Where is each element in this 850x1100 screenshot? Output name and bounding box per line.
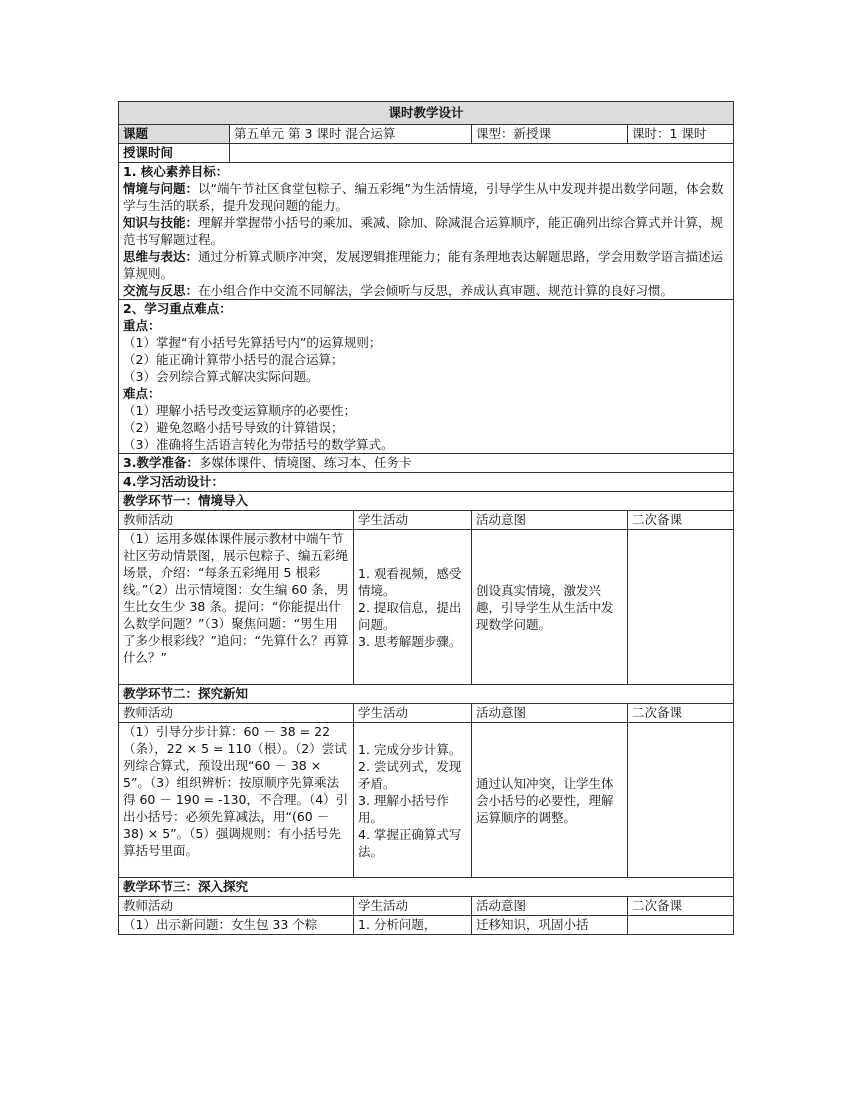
goal-item: [123, 282, 729, 299]
student-activity: [354, 530, 472, 685]
key-item: （1）掌握“有小括号先算括号内”的运算规则；: [123, 335, 382, 350]
key-points-cell: [119, 300, 734, 454]
section-title: 教学环节三：深入探究: [119, 878, 734, 897]
goal-label: 知识与技能：: [123, 215, 199, 230]
student-step: 1. 分析问题，: [358, 917, 437, 932]
goal-text: 在小组合作中交流不同解法，学会倾听与反思，养成认真审题、规范计算的良好习惯。: [198, 283, 674, 298]
prep-text: 多媒体课件、情境图、练习本、任务卡: [198, 455, 412, 470]
col-header-teacher: 教师活动: [119, 511, 354, 530]
col-header-intent: 活动意图: [472, 897, 628, 916]
student-step: 1. 观看视频，感受情境。: [358, 565, 462, 598]
col-header-notes: 二次备课: [628, 511, 734, 530]
lesson-label: 课题: [119, 125, 230, 144]
goal-label: 思维与表达：: [123, 249, 199, 264]
key-item: （2）能正确计算带小括号的混合运算；: [123, 352, 344, 367]
difficulty-item: （3）准确将生活语言转化为带括号的数学算式。: [123, 437, 394, 452]
second-prep-notes: [628, 723, 734, 878]
time-value: [230, 144, 734, 163]
difficulty-label: 难点：: [123, 386, 161, 401]
prep-label: 3.教学准备：: [123, 455, 199, 470]
lesson-value: 第五单元 第 3 课时 混合运算: [230, 125, 472, 144]
col-header-teacher: 教师活动: [119, 704, 354, 723]
student-activity: [354, 916, 472, 935]
goal-label: 交流与反思：: [123, 283, 199, 298]
difficulty-item: （1）理解小括号改变运算顺序的必要性；: [123, 403, 356, 418]
time-label: 授课时间: [119, 144, 230, 163]
student-step: 1. 完成分步计算。: [358, 741, 462, 757]
keypoints-heading: 2、学习重点难点：: [123, 301, 232, 316]
second-prep-notes: [628, 530, 734, 685]
difficulty-item: （2）避免忽略小括号导致的计算错误；: [123, 420, 344, 435]
prep-cell: [119, 454, 734, 473]
teacher-activity: （1）出示新问题：女生包 33 个粽: [119, 916, 354, 935]
key-item: （3）会列综合算式解决实际问题。: [123, 369, 319, 384]
section-title: 教学环节二：探究新知: [119, 685, 734, 704]
student-step: 2. 尝试列式，发现矛盾。: [358, 758, 462, 791]
col-header-intent: 活动意图: [472, 511, 628, 530]
goals-heading: 1. 核心素养目标：: [123, 164, 229, 179]
student-step: 2. 提取信息，提出问题。: [358, 599, 462, 632]
col-header-intent: 活动意图: [472, 704, 628, 723]
col-header-student: 学生活动: [354, 704, 472, 723]
student-step: 3. 理解小括号作用。: [358, 792, 449, 825]
key-label: 重点：: [123, 318, 161, 333]
goal-text: 通过分析算式顺序冲突，发展逻辑推理能力；能有条理地表达解题思路，学会用数学语言描述运算规则。: [123, 249, 724, 281]
lesson-plan-table: [118, 101, 734, 935]
document-title: 课时教学设计: [119, 102, 734, 125]
lesson-hours: 课时：1 课时: [628, 125, 734, 144]
student-step: 3. 思考解题步骤。: [358, 633, 462, 649]
activity-intent: 迁移知识，巩固小括: [472, 916, 628, 935]
goal-item: [123, 248, 729, 282]
col-header-notes: 二次备课: [628, 704, 734, 723]
col-header-notes: 二次备课: [628, 897, 734, 916]
col-header-student: 学生活动: [354, 897, 472, 916]
goal-item: [123, 214, 729, 248]
goal-text: 理解并掌握带小括号的乘加、乘减、除加、除减混合运算顺序，能正确列出综合算式并计算，规范书写解题过程。: [123, 215, 724, 247]
col-header-teacher: 教师活动: [119, 897, 354, 916]
col-header-student: 学生活动: [354, 511, 472, 530]
student-activity: [354, 723, 472, 878]
core-goals-cell: [119, 163, 734, 300]
goal-text: 以“端午节社区食堂包粽子、编五彩绳”为生活情境，引导学生从中发现并提出数学问题，体会数学与生活的联系，提升发现问题的能力。: [123, 181, 724, 213]
activity-heading: 4.学习活动设计：: [119, 473, 734, 492]
lesson-type: 课型：新授课: [472, 125, 628, 144]
goal-item: [123, 180, 729, 214]
goal-label: 情境与问题：: [123, 181, 199, 196]
activity-intent: 创设真实情境，激发兴趣，引导学生从生活中发现数学问题。: [472, 530, 628, 685]
second-prep-notes: [628, 916, 734, 935]
section-title: 教学环节一：情境导入: [119, 492, 734, 511]
activity-intent: 通过认知冲突，让学生体会小括号的必要性，理解运算顺序的调整。: [472, 723, 628, 878]
student-step: 4. 掌握正确算式写法。: [358, 826, 462, 859]
teacher-activity: （1）运用多媒体课件展示教材中端午节社区劳动情景图，展示包粽子、编五彩绳场景，介绍：“每条五彩绳用 5 根彩线。”（2）出示情境图：女生编 60 条，男生比女生少 38 条。提问：“你能提出什么数学问题？”（3）聚焦问题：“男生用了多少根彩线？”追问：“先算什么？再算什么？”: [119, 530, 354, 685]
teacher-activity: （1）引导分步计算：60 － 38 = 22（条），22 × 5 = 110（根）。（2）尝试列综合算式，预设出现“60 － 38 × 5”。（3）组织辨析：按原顺序先算乘法得 60 － 190 = -130，不合理。（4）引出小括号：必须先算减法，用“(60 － 38) × 5”。（5）强调规则：有小括号先算括号里面。: [119, 723, 354, 878]
